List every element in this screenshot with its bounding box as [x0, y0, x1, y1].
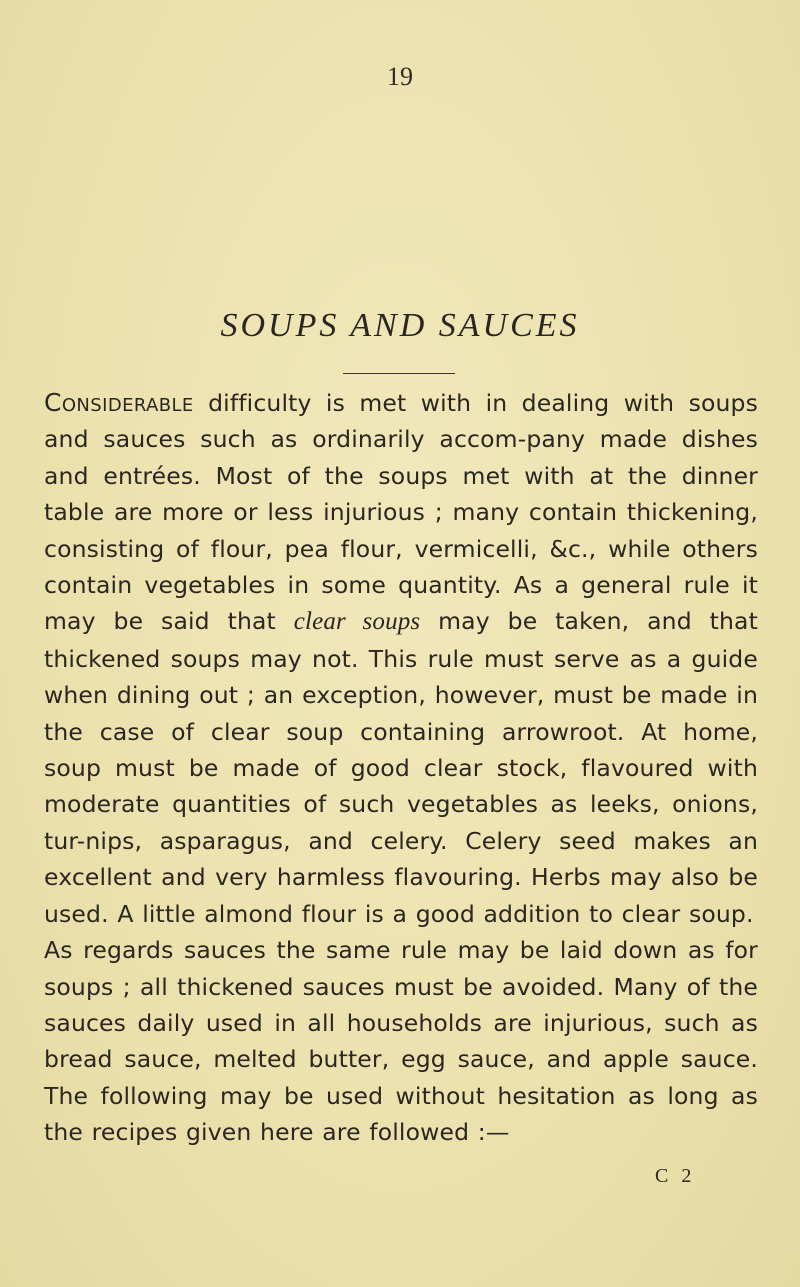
- paragraph-2: As regards sauces the same rule may be laid down as for soups ; all thickened sauces must be avoided. Many of the sauces daily used in all households are injurious, such as bread sauce, melted butter, egg sauce, and apple sauce. The following may be used without hesitation as long as the recipes given here are followed :—: [44, 936, 758, 1147]
- title-rule: [343, 373, 455, 374]
- paragraph-1: [44, 385, 758, 932]
- section-title: SOUPS AND SAUCES: [220, 307, 580, 344]
- signature-mark: C 2: [655, 1165, 696, 1187]
- paragraph-1-text-b: may be taken, and that thickened soups may not. This rule must serve as a guide when dining out ; an exception, however, must be made in the case of clear soup containing arrowroot. At home, soup must be made of good clear stock, flavoured with moderate quantities of such vegetables as leeks, onions, tur-nips, asparagus, and celery. Celery seed makes an excellent and very harmless flavouring. Herbs may also be used. A little almond flour is a good addition to clear soup.: [44, 607, 758, 928]
- emphasis-clear-soups: clear soups: [293, 608, 421, 636]
- lead-word: Considerable: [44, 388, 194, 417]
- body-text: [44, 385, 758, 1151]
- page-number: 19: [387, 62, 413, 91]
- paragraph-1-text-a: difficulty is met with in dealing with soups and sauces such as ordinarily accom-pany made dishes and entrées. Most of the soups met with at the dinner table are more or less injurious ; many contain thickening, consisting of flour, pea flour, vermicelli, &c., while others contain vegetables in some quantity. As a general rule it may be said that: [44, 389, 758, 636]
